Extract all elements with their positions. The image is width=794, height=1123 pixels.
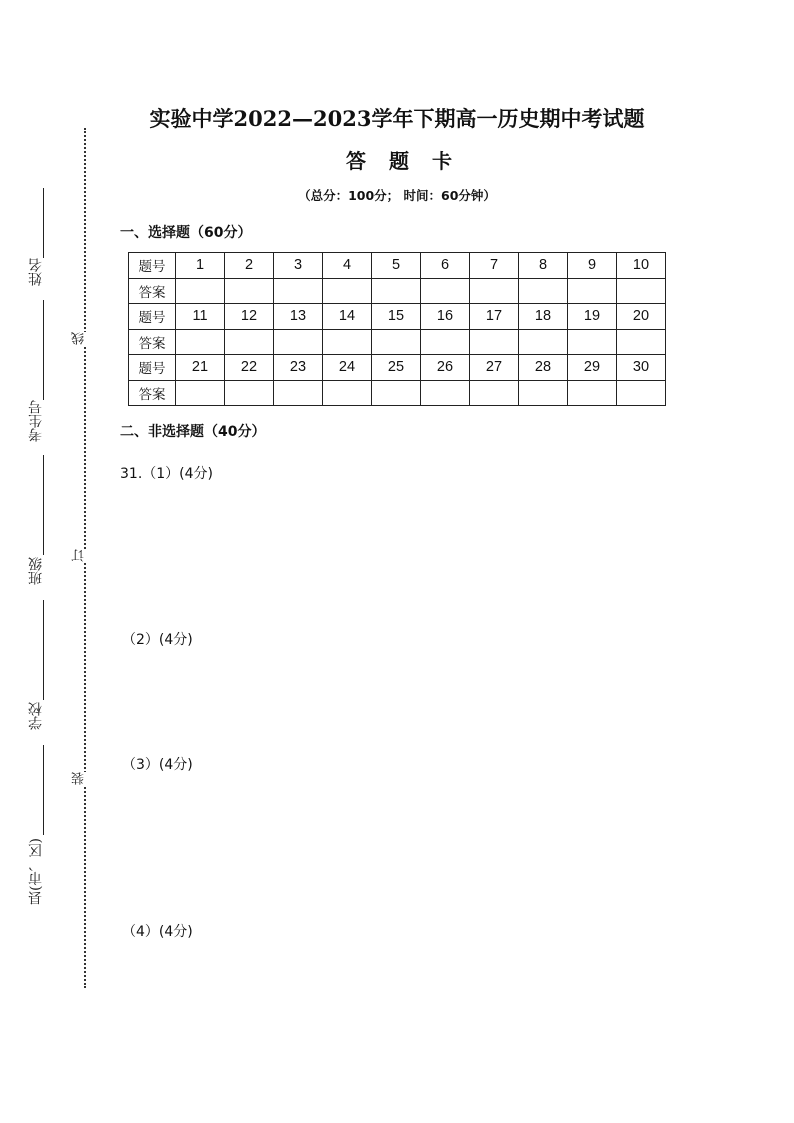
question-number-cell: 8 — [519, 253, 568, 279]
question-number-cell: 22 — [225, 355, 274, 381]
answer-cell[interactable] — [323, 329, 372, 355]
question-number-cell: 28 — [519, 355, 568, 381]
answer-cell[interactable] — [274, 278, 323, 304]
answer-cell[interactable] — [470, 380, 519, 406]
question-number-cell: 27 — [470, 355, 519, 381]
question-number-cell: 4 — [323, 253, 372, 279]
answer-cell[interactable] — [519, 380, 568, 406]
answer-cell[interactable] — [176, 380, 225, 406]
answer-cell[interactable] — [519, 329, 568, 355]
school-field-line[interactable] — [43, 600, 44, 700]
answer-row — [129, 329, 666, 355]
question-number-cell: 9 — [568, 253, 617, 279]
county-field-line[interactable] — [43, 745, 44, 835]
exam-number-label: 考生号 — [28, 400, 44, 442]
answer-cell[interactable] — [225, 380, 274, 406]
question-number-cell: 1 — [176, 253, 225, 279]
question-label-cell: 题号 — [129, 253, 176, 279]
answer-cell[interactable] — [274, 329, 323, 355]
question-number-cell: 30 — [617, 355, 666, 381]
answer-cell[interactable] — [176, 278, 225, 304]
section-choice-title: 一、选择题（60分） — [120, 225, 252, 241]
question-number-row — [129, 304, 666, 330]
answer-cell[interactable] — [421, 278, 470, 304]
binding-mark-install: 装 — [72, 772, 87, 785]
question-label-cell: 题号 — [129, 304, 176, 330]
section-nonchoice-title: 二、非选择题（40分） — [120, 424, 266, 440]
answer-cell[interactable] — [568, 278, 617, 304]
answer-cell[interactable] — [470, 329, 519, 355]
school-label: 学校 — [28, 702, 44, 730]
question-number-cell: 19 — [568, 304, 617, 330]
question-number-cell: 3 — [274, 253, 323, 279]
answer-cell[interactable] — [225, 329, 274, 355]
answer-table — [128, 252, 666, 406]
page-subtitle: 答 题 卡 — [346, 149, 460, 173]
answer-cell[interactable] — [617, 278, 666, 304]
answer-cell[interactable] — [323, 278, 372, 304]
answer-cell[interactable] — [372, 329, 421, 355]
answer-cell[interactable] — [323, 380, 372, 406]
question-number-cell: 18 — [519, 304, 568, 330]
question-number-cell: 10 — [617, 253, 666, 279]
question-number-cell: 12 — [225, 304, 274, 330]
question-number-cell: 2 — [225, 253, 274, 279]
answer-cell[interactable] — [421, 380, 470, 406]
answer-label-cell: 答案 — [129, 329, 176, 355]
answer-row — [129, 278, 666, 304]
class-field-line[interactable] — [43, 455, 44, 555]
question-number-cell: 15 — [372, 304, 421, 330]
binding-mark-line: 线 — [72, 332, 87, 345]
answer-cell[interactable] — [519, 278, 568, 304]
question-number-cell: 17 — [470, 304, 519, 330]
question-number-cell: 11 — [176, 304, 225, 330]
question-31-part-1: 31.（1）(4分) — [120, 466, 214, 482]
answer-cell[interactable] — [617, 380, 666, 406]
question-label-cell: 题号 — [129, 355, 176, 381]
question-number-cell: 14 — [323, 304, 372, 330]
answer-cell[interactable] — [470, 278, 519, 304]
answer-cell[interactable] — [568, 329, 617, 355]
answer-label-cell: 答案 — [129, 278, 176, 304]
answer-cell[interactable] — [274, 380, 323, 406]
question-number-row — [129, 253, 666, 279]
question-number-cell: 23 — [274, 355, 323, 381]
answer-cell[interactable] — [617, 329, 666, 355]
page-title: 实验中学2022—2023学年下期高一历史期中考试题 — [149, 106, 645, 131]
question-number-cell: 13 — [274, 304, 323, 330]
question-number-cell: 5 — [372, 253, 421, 279]
name-label: 姓名 — [28, 258, 44, 286]
question-number-cell: 26 — [421, 355, 470, 381]
answer-cell[interactable] — [176, 329, 225, 355]
question-number-cell: 29 — [568, 355, 617, 381]
question-number-cell: 24 — [323, 355, 372, 381]
answer-cell[interactable] — [421, 329, 470, 355]
exam-number-field-line[interactable] — [43, 300, 44, 400]
exam-meta: （总分：100分； 时间：60分钟） — [298, 188, 496, 203]
answer-cell[interactable] — [372, 380, 421, 406]
question-number-cell: 6 — [421, 253, 470, 279]
answer-label-cell: 答案 — [129, 380, 176, 406]
question-number-cell: 21 — [176, 355, 225, 381]
class-label: 班级 — [28, 557, 44, 585]
county-label: 县(市、区) — [28, 838, 44, 905]
question-number-cell: 25 — [372, 355, 421, 381]
answer-row — [129, 380, 666, 406]
question-number-cell: 20 — [617, 304, 666, 330]
answer-cell[interactable] — [372, 278, 421, 304]
binding-mark-order: 订 — [72, 549, 87, 562]
question-number-cell: 7 — [470, 253, 519, 279]
question-31-part-3: （3）(4分) — [122, 757, 193, 773]
question-31-part-2: （2）(4分) — [122, 632, 193, 648]
question-31-part-4: （4）(4分) — [122, 924, 193, 940]
answer-cell[interactable] — [225, 278, 274, 304]
question-number-cell: 16 — [421, 304, 470, 330]
question-number-row — [129, 355, 666, 381]
answer-cell[interactable] — [568, 380, 617, 406]
